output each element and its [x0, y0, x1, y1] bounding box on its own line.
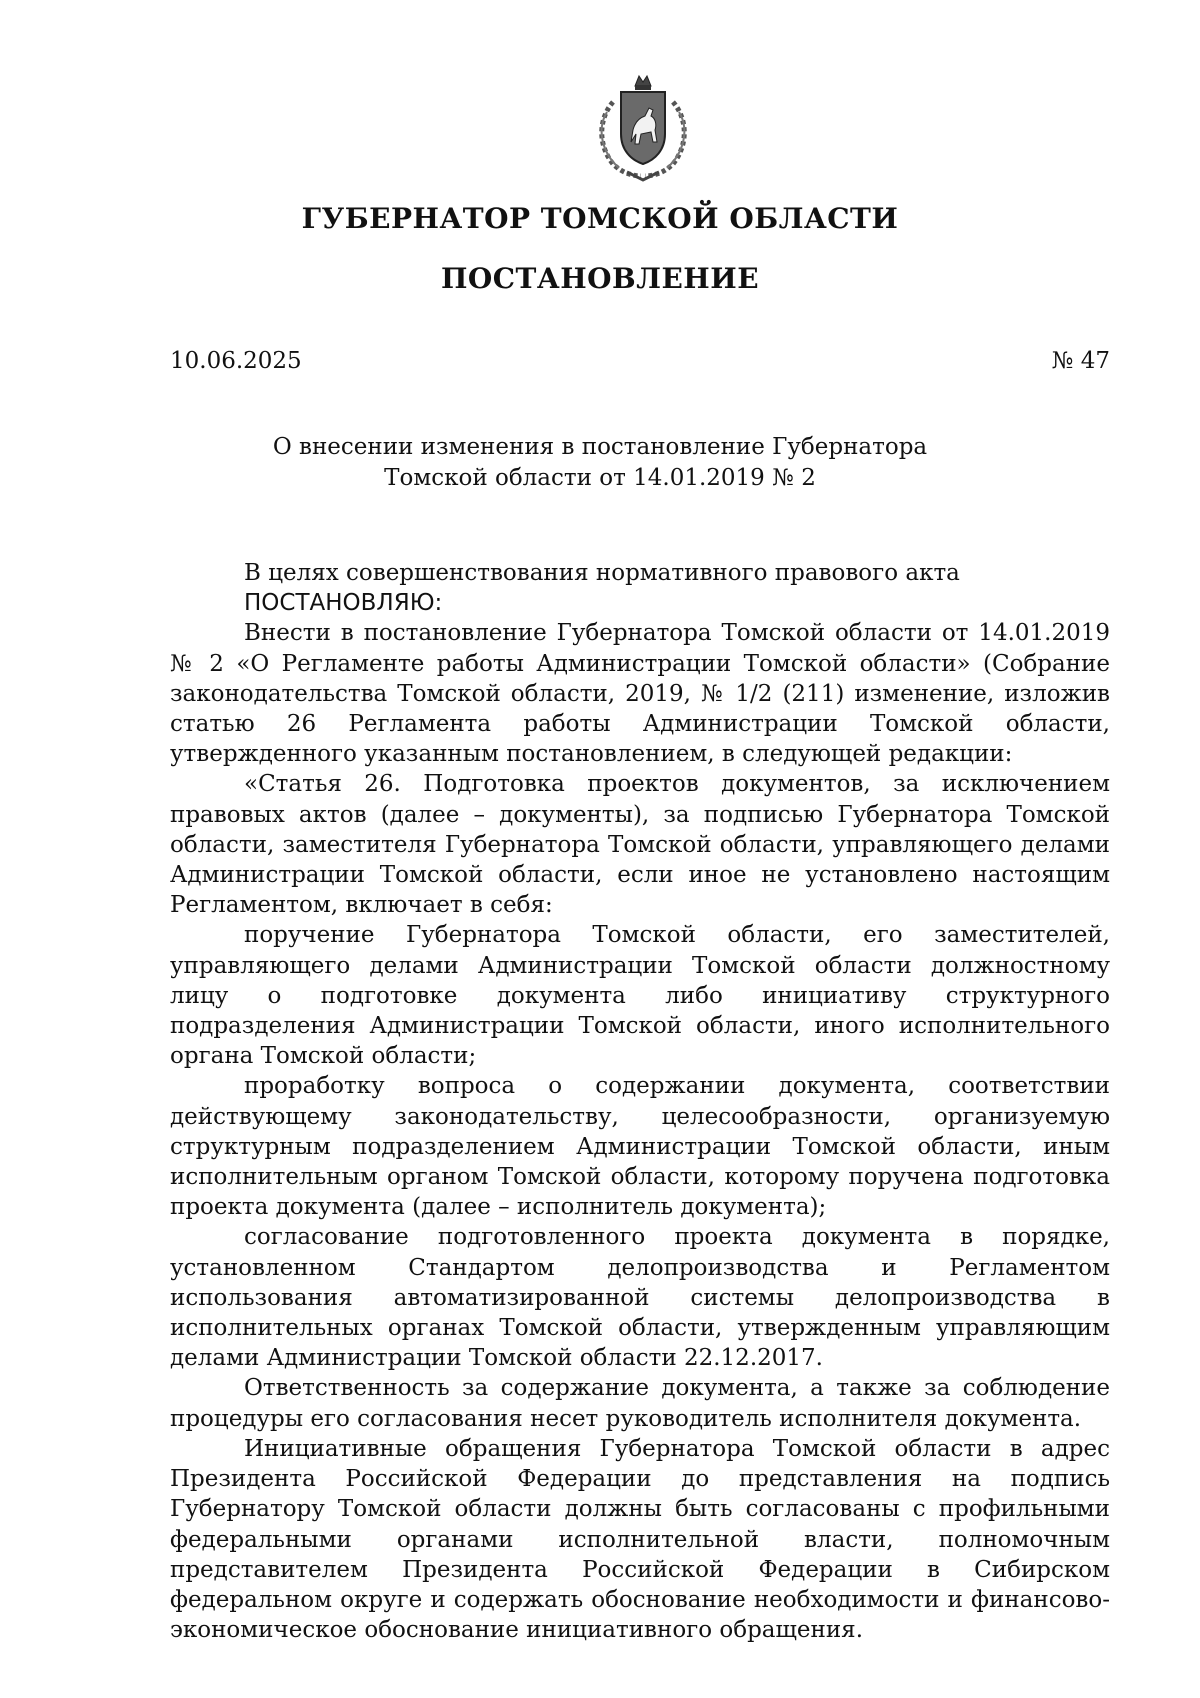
body-paragraph: поручение Губернатора Томской области, его заместителей, управляющего делами Администрации Томской области должностному лицу о подготовке документа либо инициативу структурного подразделения Администрации Томской области, иного исполнительного органа Томской области; [170, 922, 1110, 1070]
document-body [170, 558, 1110, 1645]
body-paragraph: Ответственность за содержание документа, а также за соблюдение процедуры его согласования несет руководитель исполнителя документа. [170, 1375, 1110, 1432]
document-number: № 47 [1051, 348, 1110, 374]
body-paragraph: Внести в постановление Губернатора Томской области от 14.01.2019 № 2 «О Регламенте работы Администрации Томской области» (Собрание законодательства Томской области, 2019, № 1/2 (211) изменение, изложив статью 26 Регламента работы Администрации Томской области, утвержденного указанным постановлением, в следующей редакции: [170, 620, 1110, 768]
document-date: 10.06.2025 [170, 348, 302, 374]
body-paragraph: проработку вопроса о содержании документа, соответствии действующему законодательству, целесообразности, организуемую структурным подразделением Администрации Томской области, иным исполнительным органом Томской области, которому поручена подготовка проекта документа (далее – исполнитель документа); [170, 1073, 1110, 1221]
document-subject [0, 432, 1200, 494]
body-paragraph: «Статья 26. Подготовка проектов документов, за исключением правовых актов (далее – документы), за подписью Губернатора Томской области, заместителя Губернатора Томской области, управляющего делами Администрации Томской области, если иное не установлено настоящим Регламентом, включает в себя: [170, 771, 1110, 919]
coat-of-arms-icon [583, 72, 703, 184]
authority-heading: ГУБЕРНАТОР ТОМСКОЙ ОБЛАСТИ [301, 202, 899, 235]
body-paragraph: согласование подготовленного проекта документа в порядке, установленном Стандартом делопроизводства и Регламентом использования автоматизированной системы делопроизводства в исполнительных органах Томской области, утвержденным управляющим делами Администрации Томской области 22.12.2017. [170, 1224, 1110, 1372]
subject-line-1: О внесении изменения в постановление Губернатора [272, 434, 928, 460]
body-paragraph: Инициативные обращения Губернатора Томской области в адрес Президента Российской Федерации до представления на подпись Губернатору Томской области должны быть согласованы с профильными федеральными органами исполнительной власти, полномочным представителем Президента Российской Федерации в Сибирском федеральном округе и содержать обоснование необходимости и финансово-экономическое обоснование инициативного обращения. [170, 1435, 1110, 1644]
decree-word: ПОСТАНОВЛЯЮ: [244, 590, 443, 617]
intro-paragraph: В целях совершенствования нормативного правового акта [244, 560, 960, 586]
document-type-heading: ПОСТАНОВЛЕНИЕ [440, 262, 760, 295]
subject-line-2: Томской области от 14.01.2019 № 2 [384, 465, 816, 491]
